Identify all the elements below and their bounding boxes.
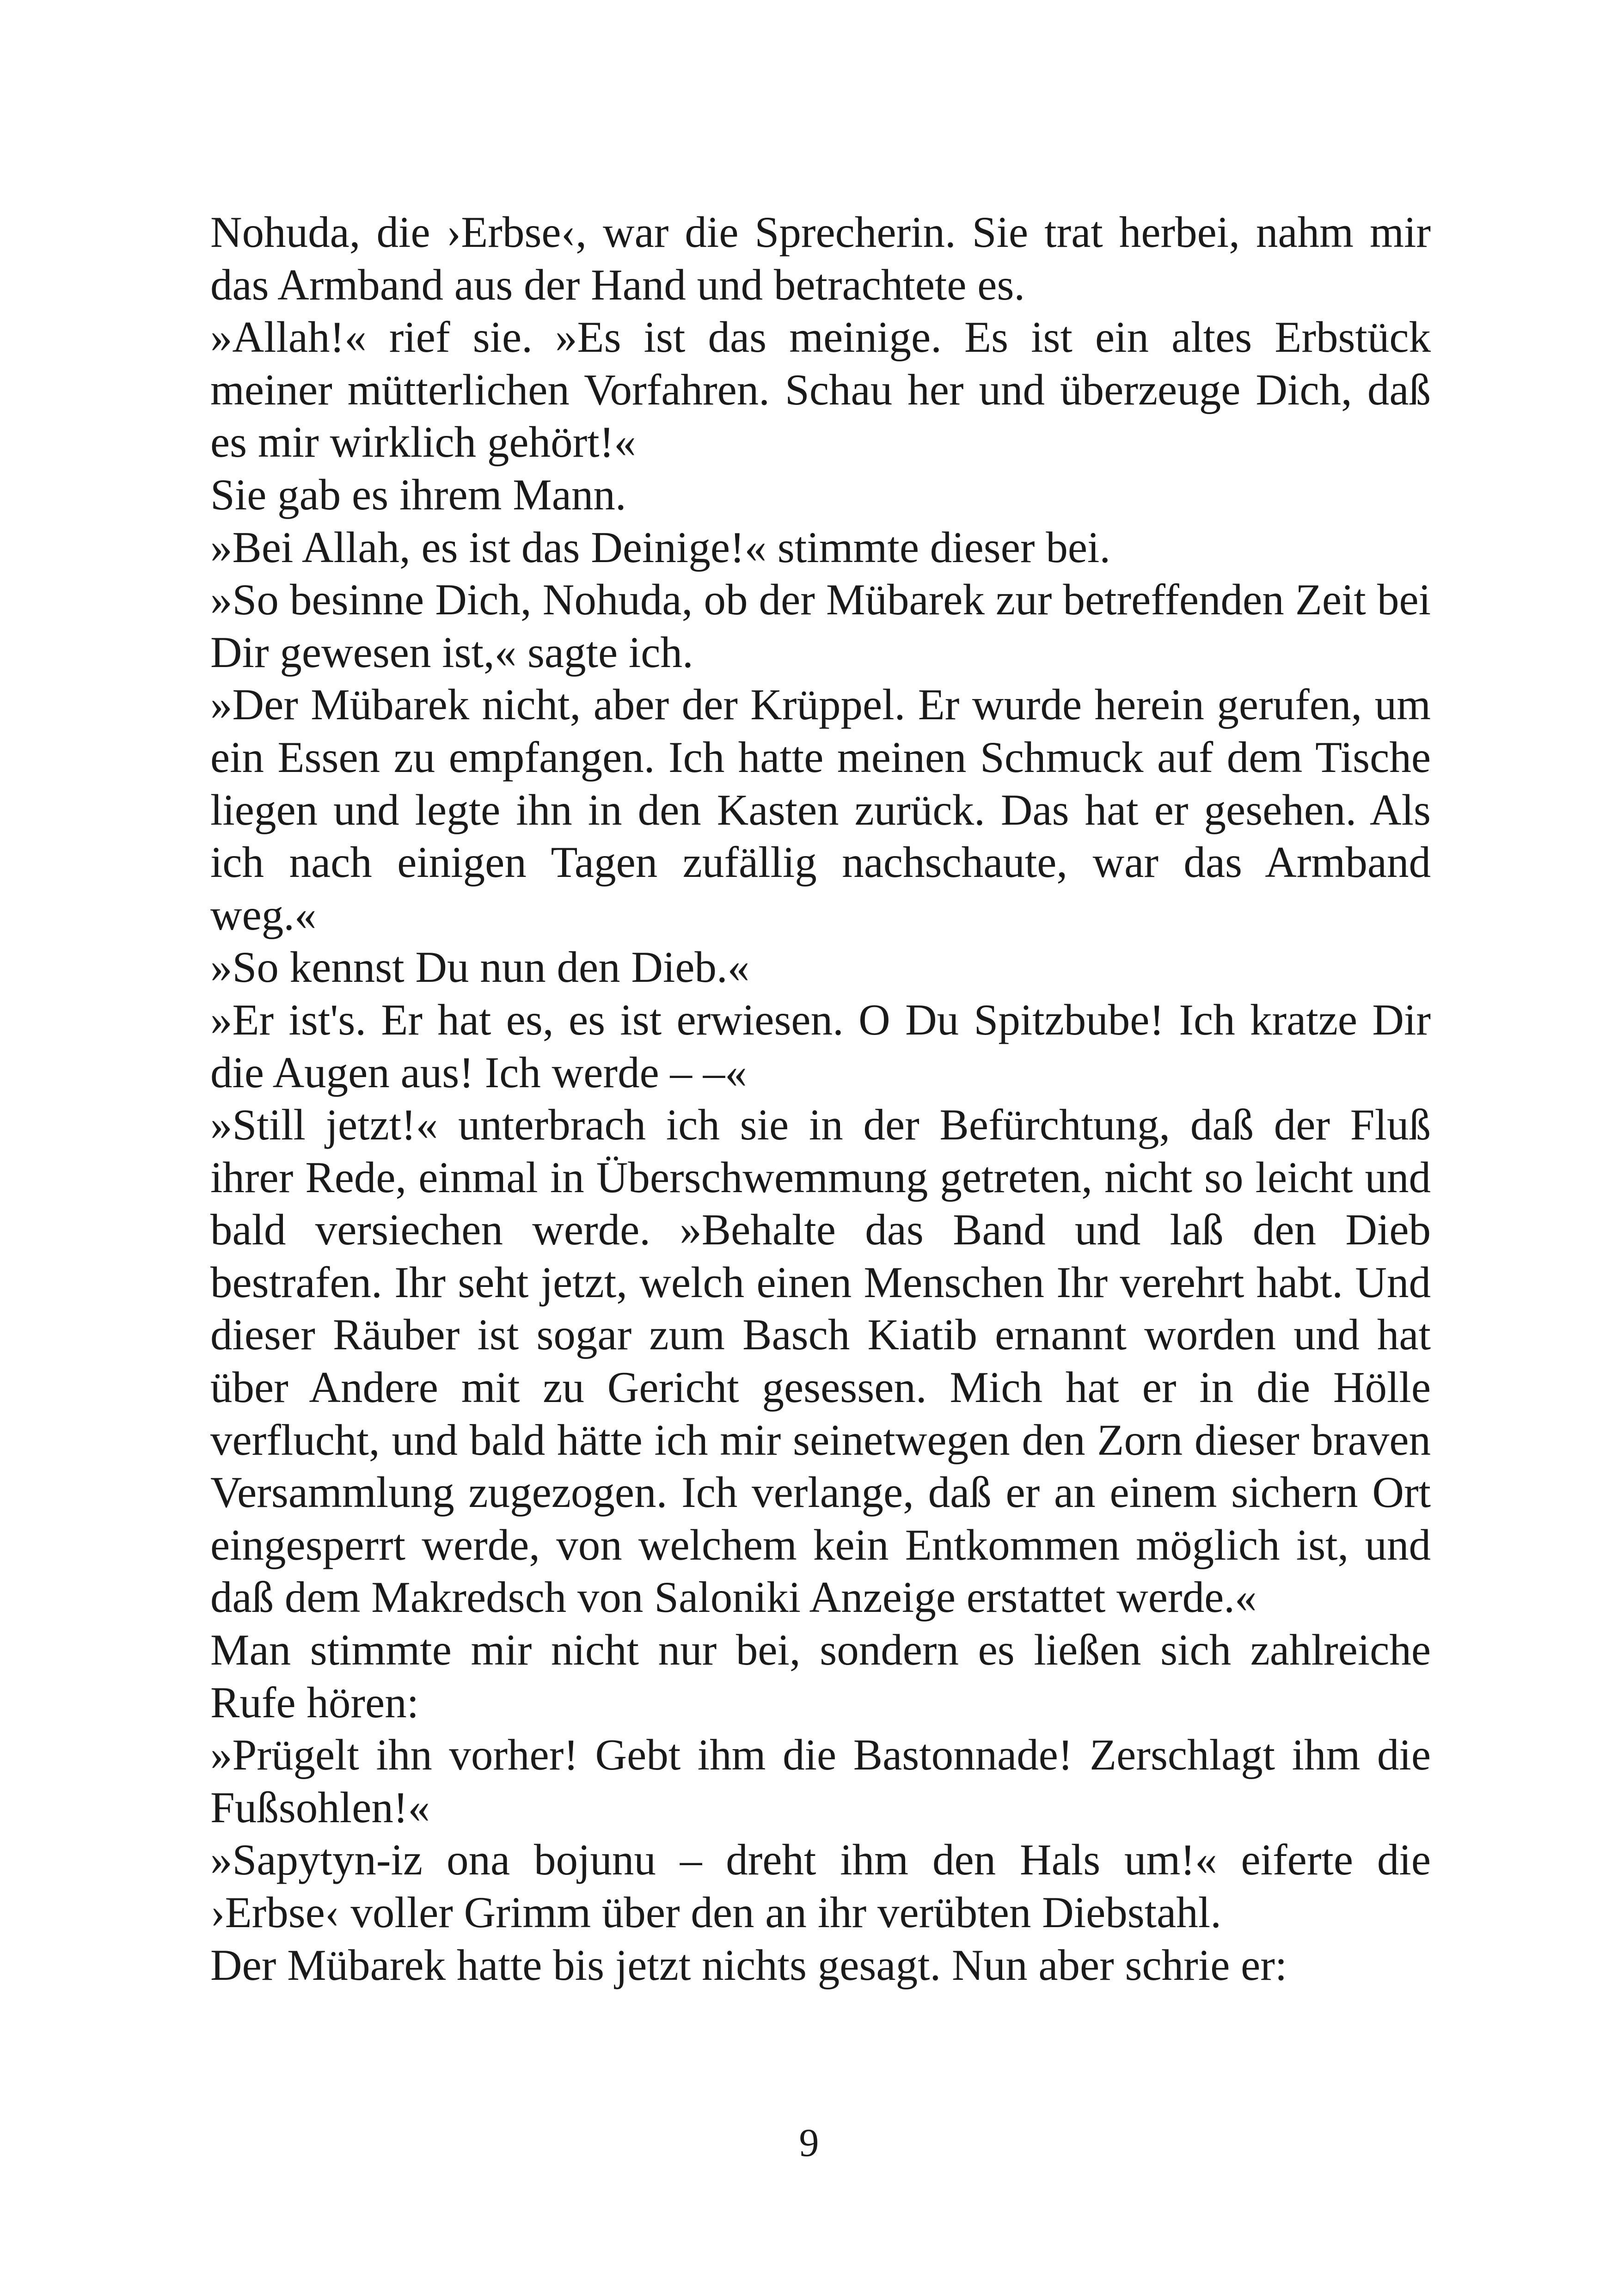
paragraph: »So kennst Du nun den Dieb.«	[210, 943, 750, 992]
paragraph: Sie gab es ihrem Mann.	[210, 470, 626, 519]
paragraph: »Prügelt ihn vorher! Gebt ihm die Bastonnade! Zerschlagt ihm die Fußsohlen!«	[210, 1730, 1431, 1832]
paragraph: Nohuda, die ›Erbse‹, war die Sprecherin. Sie trat herbei, nahm mir das Armband aus der Hand und betrachtete es.	[210, 208, 1431, 309]
paragraph: »So besinne Dich, Nohuda, ob der Mübarek zur betreffenden Zeit bei Dir gewesen ist,« sagte ich.	[210, 575, 1431, 677]
paragraph: »Er ist's. Er hat es, es ist erwiesen. O Du Spitzbube! Ich kratze Dir die Augen aus! Ich werde – –«	[210, 995, 1431, 1097]
page-number: 9	[799, 2120, 819, 2165]
paragraph: Man stimmte mir nicht nur bei, sondern es ließen sich zahlreiche Rufe hören:	[210, 1625, 1431, 1727]
paragraph: »Sapytyn-iz ona bojunu – dreht ihm den Hals um!« eiferte die ›Erbse‹ voller Grimm über den an ihr verübten Diebstahl.	[210, 1835, 1431, 1937]
paragraph: »Still jetzt!« unterbrach ich sie in der Befürchtung, daß der Fluß ihrer Rede, einmal in Überschwemmung getreten, nicht so leicht und bald versiechen werde. »Behalte das Band und laß den Dieb bestrafen. Ihr seht jetzt, welch einen Menschen Ihr verehrt habt. Und dieser Räuber ist sogar zum Basch Kiatib ernannt worden und hat über Andere mit zu Gericht gesessen. Mich hat er in die Hölle verflucht, und bald hätte ich mir seinetwegen den Zorn dieser braven Versammlung zugezogen. Ich verlange, daß er an einem sichern Ort eingesperrt werde, von welchem kein Entkommen möglich ist, und daß dem Makredsch von Saloniki Anzeige erstattet werde.«	[210, 1100, 1431, 1622]
body-text	[210, 206, 1431, 1991]
paragraph: »Der Mübarek nicht, aber der Krüppel. Er wurde herein gerufen, um ein Essen zu empfangen. Ich hatte meinen Schmuck auf dem Tische liegen und legte ihn in den Kasten zurück. Das hat er gesehen. Als ich nach einigen Tagen zufällig nachschaute, war das Armband weg.«	[210, 680, 1431, 939]
paragraph: Der Mübarek hatte bis jetzt nichts gesagt. Nun aber schrie er:	[210, 1940, 1287, 1990]
paragraph: »Allah!« rief sie. »Es ist das meinige. Es ist ein altes Erbstück meiner mütterlichen Vorfahren. Schau her und überzeuge Dich, daß es mir wirklich gehört!«	[210, 312, 1431, 467]
paragraph: »Bei Allah, es ist das Deinige!« stimmte dieser bei.	[210, 522, 1111, 572]
